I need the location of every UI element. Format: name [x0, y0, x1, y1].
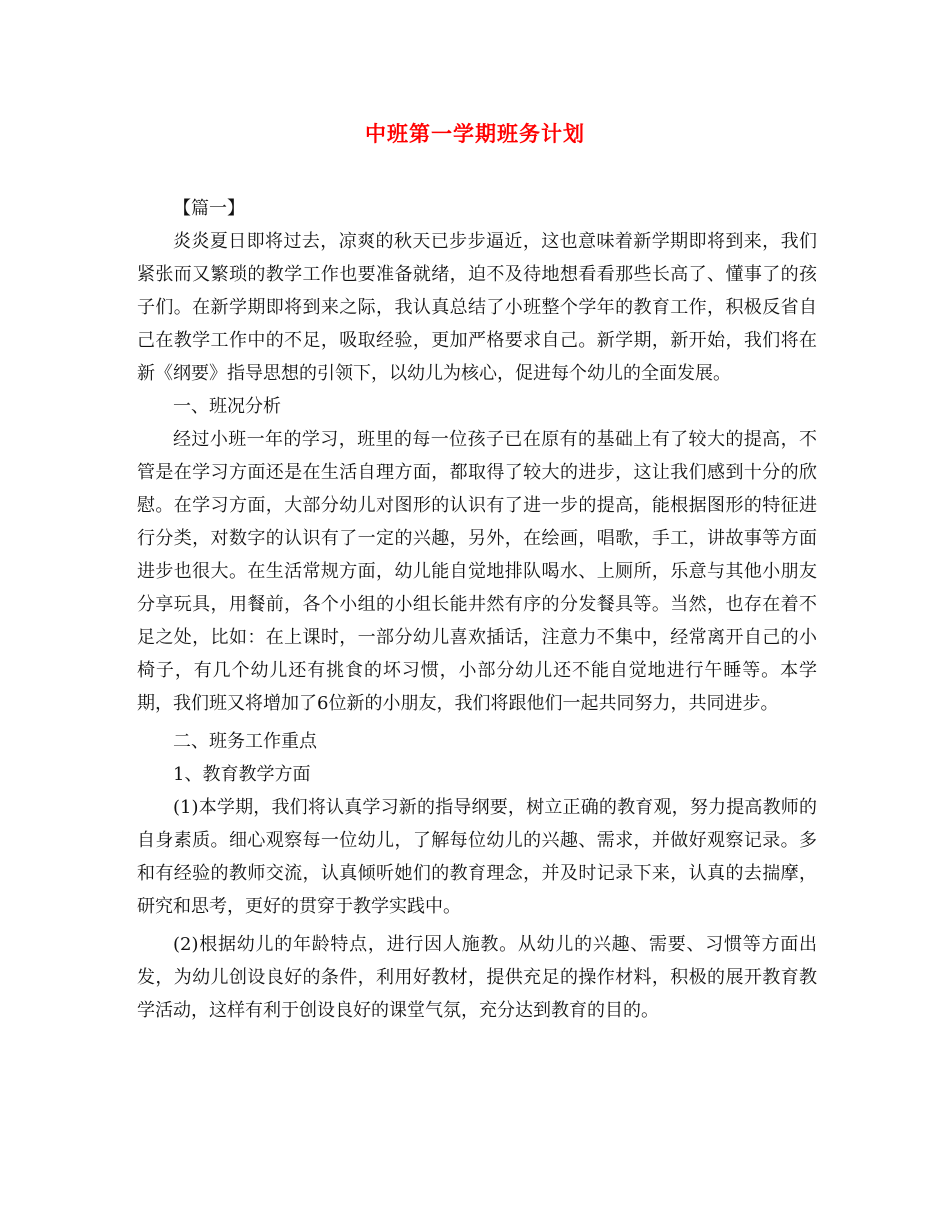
paragraph-item-1: (1)本学期，我们将认真学习新的指导纲要，树立正确的教育观，努力提高教师的自身素质。细心观察每一位幼儿，了解每位幼儿的兴趣、需求，并做好观察记录。多和有经验的教师交流，认真倾听她们的教育理念，并及时记录下来，认真的去揣摩，研究和思考，更好的贯穿于教学实践中。: [137, 797, 817, 917]
heading-work-focus: 二、班务工作重点: [173, 731, 317, 752]
paragraph-intro: 炎炎夏日即将过去，凉爽的秋天已步步逼近，这也意味着新学期即将到来，我们紧张而又繁琐的教学工作也要准备就绪，迫不及待地想看看那些长高了、懂事了的孩子们。在新学期即将到来之际，我认真总结了小班整个学年的教育工作，积极反省自己在教学工作中的不足，吸取经验，更加严格要求自己。新学期，新开始，我们将在新《纲要》指导思想的引领下，以幼儿为核心，促进每个幼儿的全面发展。: [137, 231, 817, 384]
heading-class-analysis: 一、班况分析: [173, 396, 281, 417]
document-title: 中班第一学期班务计划: [365, 121, 585, 146]
paragraph-item-2: (2)根据幼儿的年龄特点，进行因人施教。从幼儿的兴趣、需要、习惯等方面出发，为幼儿创设良好的条件，利用好教材，提供充足的操作材料，积极的展开教育教学活动，这样有利于创设良好的课堂气氛，充分达到教育的目的。: [137, 934, 817, 1021]
heading-education-teaching: 1、教育教学方面: [173, 764, 311, 785]
document-body: [137, 192, 817, 1027]
section-label: 【篇一】: [173, 198, 245, 219]
paragraph-class-analysis: 经过小班一年的学习，班里的每一位孩子已在原有的基础上有了较大的提高，不管是在学习方面还是在生活自理方面，都取得了较大的进步，这让我们感到十分的欣慰。在学习方面，大部分幼儿对图形的认识有了进一步的提高，能根据图形的特征进行分类，对数字的认识有了一定的兴趣，另外，在绘画，唱歌，手工，讲故事等方面进步也很大。在生活常规方面，幼儿能自觉地排队喝水、上厕所，乐意与其他小朋友分享玩具，用餐前，各个小组的小组长能井然有序的分发餐具等。当然，也存在着不足之处，比如：在上课时，一部分幼儿喜欢插话，注意力不集中，经常离开自己的小椅子，有几个幼儿还有挑食的坏习惯，小部分幼儿还不能自觉地进行午睡等。本学期，我们班又将增加了6位新的小朋友，我们将跟他们一起共同努力，共同进步。: [137, 429, 817, 714]
